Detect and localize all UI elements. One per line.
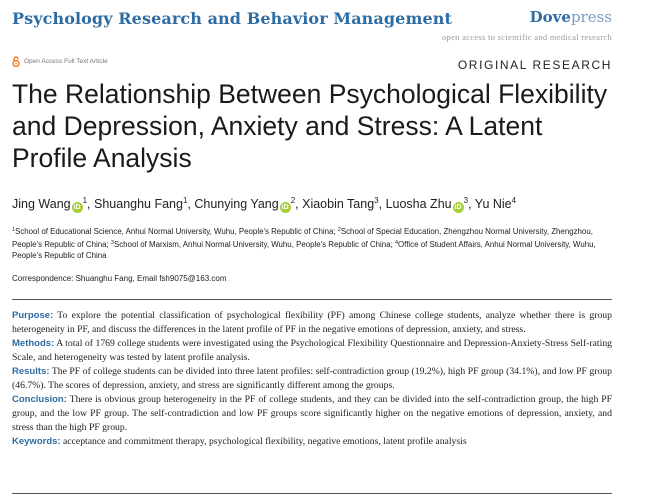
- author-list: [12, 196, 516, 213]
- abstract-purpose: [12, 309, 612, 337]
- divider-top: [12, 299, 612, 300]
- open-access-lock-icon: [12, 56, 20, 67]
- author-affiliation-number: 3: [463, 196, 469, 205]
- purpose-label: Purpose:: [12, 310, 54, 321]
- author-affiliation-number: 4: [511, 196, 517, 205]
- orcid-icon[interactable]: iD: [454, 204, 462, 211]
- author-affiliation-number: 1: [182, 196, 188, 205]
- purpose-text: To explore the potential classification of psychological flexibility (PF) among Chinese college students, analyze whether there is group heterogeneity in PF, and discuss the differences in the latent profile of PF in the negative emotions of depression, anxiety, and stress.: [12, 310, 612, 335]
- affiliation-number: 4: [394, 239, 399, 246]
- keywords-text: acceptance and commitment therapy, psychological flexibility, negative emotions, latent profile analysis: [63, 436, 467, 447]
- affiliation-number: 3: [110, 239, 114, 246]
- author-separator: ,: [87, 197, 94, 211]
- author-separator: ,: [468, 197, 475, 211]
- conclusion-text: There is obvious group heterogeneity in the PF of college students, and they can be divided into the self-contradiction group, the high PF group, and the low PF group. The self-contradiction and low PF groups score significantly higher on the negative emotions of depression, anxiety, and stress than the high PF group.: [12, 394, 612, 433]
- publisher-logo[interactable]: [530, 8, 612, 26]
- author-separator: ,: [295, 197, 303, 211]
- affiliations: [12, 225, 612, 262]
- abstract-conclusion: [12, 393, 612, 435]
- author-name[interactable]: Luosha Zhu: [385, 197, 452, 211]
- orcid-icon[interactable]: iD: [281, 204, 289, 211]
- affiliation-number: 1: [12, 227, 16, 233]
- results-label: Results:: [12, 366, 50, 377]
- methods-label: Methods:: [12, 338, 55, 349]
- keywords-label: Keywords:: [12, 436, 61, 447]
- abstract-methods: [12, 337, 612, 365]
- publisher-name-light: press: [570, 8, 612, 26]
- author-name[interactable]: Jing Wang: [12, 197, 71, 211]
- author-affiliation-number: 1: [82, 196, 88, 205]
- conclusion-label: Conclusion:: [12, 394, 67, 405]
- affiliation-text: School of Special Education, Zhengzhou Normal University, Zhengzhou, People's Republic of China;: [12, 227, 593, 249]
- affiliation-text: School of Marxism, Anhui Normal University, Wuhu, People's Republic of China;: [113, 239, 395, 249]
- abstract-results: [12, 365, 612, 393]
- results-text: The PF of college students can be divided into three latent profiles: self-contradiction group (19.2%), high PF group (34.1%), and low PF group (46.7%). The scores of depression, anxiety, and stress are significantly different among the groups.: [12, 366, 612, 391]
- correspondence[interactable]: Correspondence: Shuanghu Fang, Email fsh9075@163.com: [12, 274, 227, 283]
- article-title: The Relationship Between Psychological Flexibility and Depression, Anxiety and Stress: A Latent Profile Analysis: [12, 79, 608, 173]
- author-name[interactable]: Chunying Yang: [194, 197, 279, 211]
- author-name[interactable]: Xiaobin Tang: [302, 197, 375, 211]
- author-name[interactable]: Yu Nie: [474, 197, 512, 211]
- abstract: [12, 309, 612, 449]
- methods-text: A total of 1769 college students were investigated using the Psychological Flexibility Questionnaire and Depression-Anxiety-Stress Self-rating Scale, and heterogeneity was tested by latent profile analysis.: [12, 338, 613, 363]
- author-affiliation-number: 3: [374, 196, 379, 205]
- journal-title: Psychology Research and Behavior Management: [12, 9, 452, 28]
- open-access-text: Open Access Full Text Article: [24, 58, 108, 65]
- publisher-name-bold: Dove: [529, 8, 571, 26]
- affiliation-text: School of Educational Science, Anhui Normal University, Wuhu, People's Republic of China;: [15, 227, 338, 236]
- open-access-label: [12, 56, 108, 67]
- publisher-tagline: open access to scientific and medical research: [441, 32, 612, 42]
- affiliation-number: 2: [337, 227, 341, 233]
- author-name[interactable]: Shuanghu Fang: [94, 197, 183, 211]
- divider-bottom: [12, 493, 612, 494]
- author-separator: ,: [187, 197, 195, 211]
- abstract-keywords: [12, 435, 612, 449]
- affiliation-text: Office of Student Affairs, Anhui Normal University, Wuhu, People's Republic of China: [12, 239, 596, 260]
- author-affiliation-number: 2: [290, 196, 296, 205]
- article-type: ORIGINAL RESEARCH: [457, 58, 612, 72]
- author-separator: ,: [378, 197, 386, 211]
- orcid-icon[interactable]: iD: [73, 204, 81, 211]
